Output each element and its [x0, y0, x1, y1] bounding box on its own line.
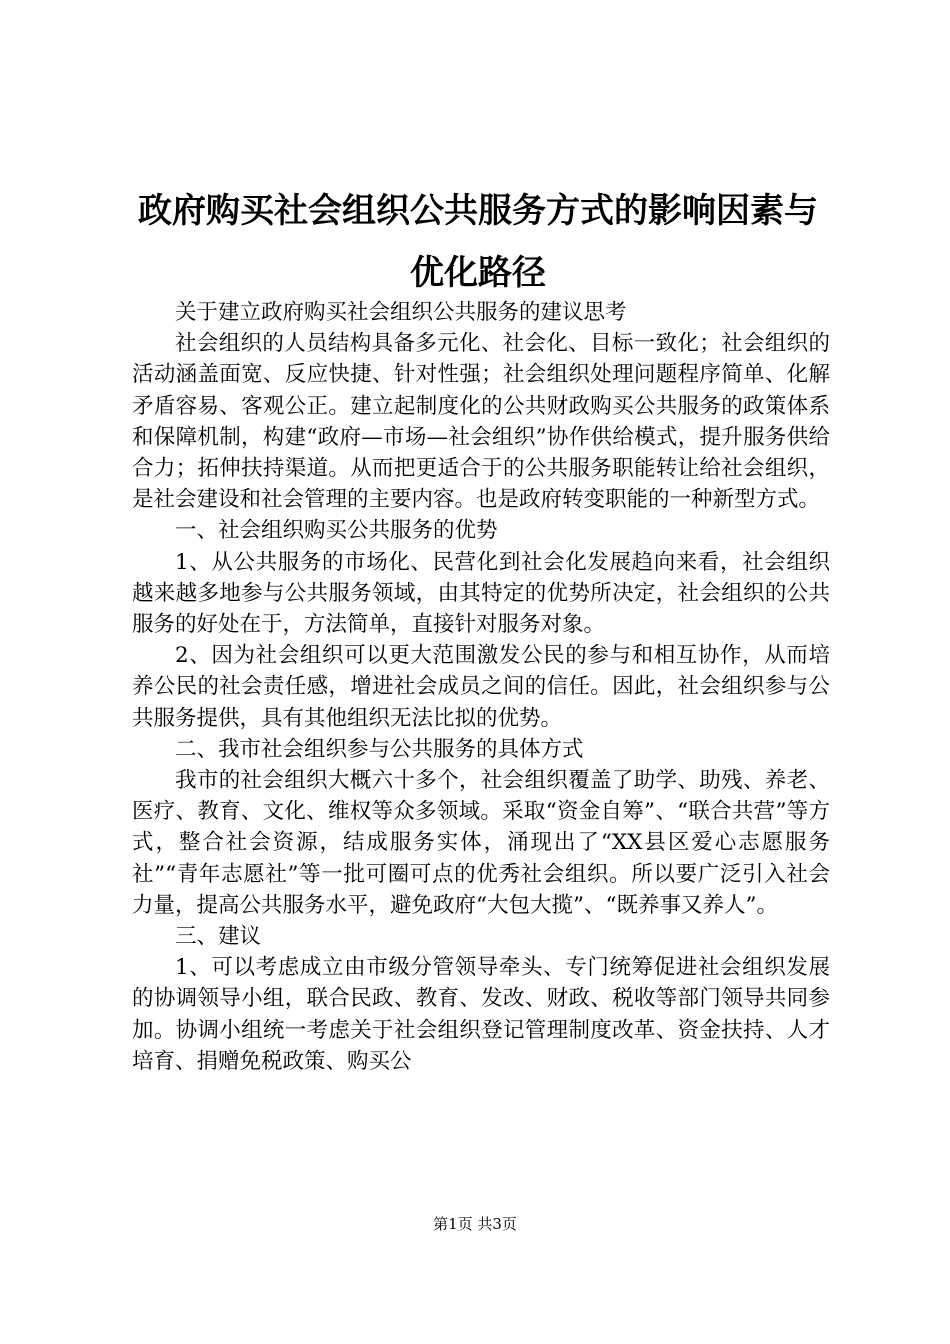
document-title — [118, 180, 838, 304]
title-line-1: 政府购买社会组织公共服务方式的影响因素与 — [138, 191, 818, 231]
paragraph-suggestion-1: 1、可以考虑成立由市级分管领导牵头、专门统筹促进社会组织发展的协调领导小组，联合民政、教育、发改、财政、税收等部门领导共同参加。协调小组统一考虑关于社会组织登记管理制度改革、资金扶持、人才培育、捐赠免税政策、购买公 — [132, 955, 830, 1074]
section-heading-3: 三、建议 — [175, 924, 262, 950]
paragraph-advantage-2: 2、因为社会组织可以更大范围激发公民的参与和相互协作，从而培养公民的社会责任感，增进社会成员之间的信任。因此，社会组织参与公共服务提供，具有其他组织无法比拟的优势。 — [132, 643, 830, 731]
paragraph-subtitle: 关于建立政府购买社会组织公共服务的建议思考 — [175, 300, 627, 325]
paragraph-intro: 社会组织的人员结构具备多元化、社会化、目标一致化；社会组织的活动涵盖面宽、反应快捷、针对性强；社会组织处理问题程序简单、化解矛盾容易、客观公正。建立起制度化的公共财政购买公共服务的政策体系和保障机制，构建“政府—市场—社会组织”协作供给模式，提升服务供给合力；拓伸扶持渠道。从而把更适合于的公共服务职能转让给社会组织，是社会建设和社会管理的主要内容。也是政府转变职能的一种新型方式。 — [132, 331, 830, 513]
paragraph-advantage-1: 1、从公共服务的市场化、民营化到社会化发展趋向来看，社会组织越来越多地参与公共服务领域，由其特定的优势所决定，社会组织的公共服务的好处在于，方法简单，直接针对服务对象。 — [132, 549, 830, 638]
paragraph-methods: 我市的社会组织大概六十多个，社会组织覆盖了助学、助残、养老、医疗、教育、文化、维权等众多领域。采取“资金自筹”、“联合共营”等方式，整合社会资源，结成服务实体，涌现出了“XX县区爱心志愿服务社”“青年志愿社”等一批可圈可点的优秀社会组织。所以要广泛引入社会力量，提高公共服务水平，避免政府“大包大揽”、“既养事又养人”。 — [132, 768, 830, 918]
page-footer: 第1页 共3页 — [433, 1215, 517, 1233]
section-heading-2: 二、我市社会组织参与公共服务的具体方式 — [175, 736, 584, 762]
document-body — [132, 297, 830, 1077]
section-heading-1: 一、社会组织购买公共服务的优势 — [175, 518, 498, 544]
title-line-2: 优化路径 — [410, 253, 546, 293]
